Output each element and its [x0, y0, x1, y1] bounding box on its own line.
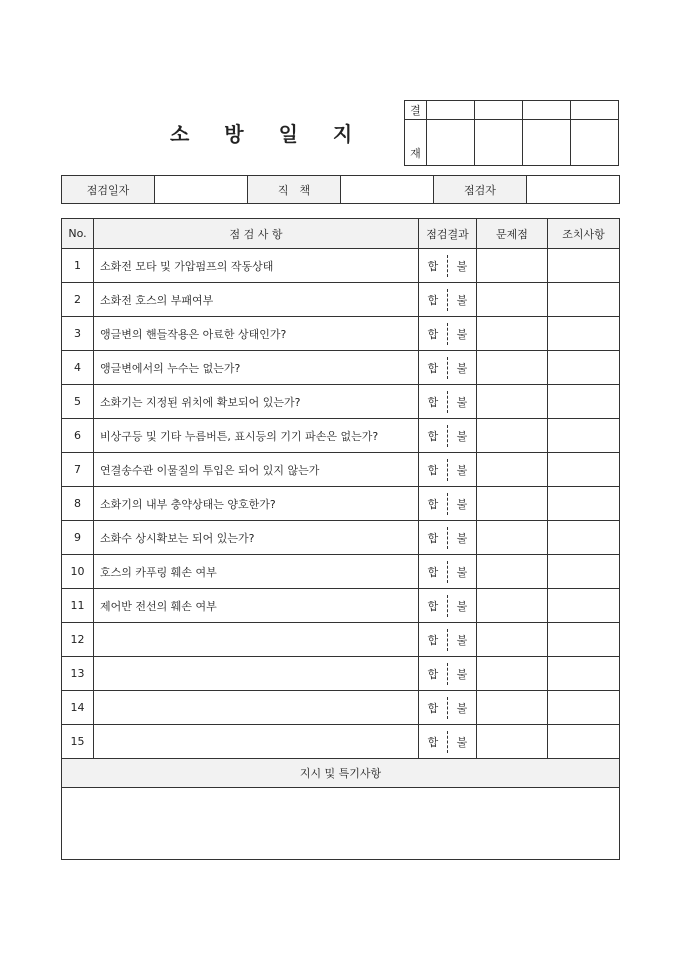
table-row	[62, 657, 620, 691]
row-result	[419, 521, 477, 555]
header-item: 점 검 사 항	[94, 219, 419, 249]
fail-option[interactable]: 불	[456, 667, 468, 681]
row-problem[interactable]	[477, 521, 548, 555]
pass-option[interactable]: 합	[419, 391, 448, 413]
row-item: 소화기의 내부 충약상태는 양호한가?	[94, 487, 419, 521]
inspector-field[interactable]	[527, 176, 620, 204]
approval-label-top: 결	[405, 101, 427, 120]
header-no: No.	[62, 219, 94, 249]
row-item: 호스의 카푸링 훼손 여부	[94, 555, 419, 589]
pass-option[interactable]: 합	[419, 255, 448, 277]
row-result	[419, 317, 477, 351]
info-table	[61, 175, 620, 204]
inspector-label: 점검자	[434, 176, 527, 204]
row-action[interactable]	[548, 385, 620, 419]
fail-option[interactable]: 불	[456, 395, 468, 409]
row-result	[419, 351, 477, 385]
fail-option[interactable]: 불	[456, 463, 468, 477]
fail-option[interactable]: 불	[456, 735, 468, 749]
approval-header-cell	[427, 101, 475, 120]
row-action[interactable]	[548, 453, 620, 487]
row-number: 9	[62, 521, 94, 555]
position-field[interactable]	[341, 176, 434, 204]
pass-option[interactable]: 합	[419, 323, 448, 345]
row-number: 10	[62, 555, 94, 589]
row-action[interactable]	[548, 419, 620, 453]
row-result	[419, 691, 477, 725]
position-label: 직 책	[248, 176, 341, 204]
pass-option[interactable]: 합	[419, 493, 448, 515]
row-item: 앵글변에서의 누수는 없는가?	[94, 351, 419, 385]
row-result	[419, 487, 477, 521]
row-number: 15	[62, 725, 94, 759]
row-problem[interactable]	[477, 351, 548, 385]
pass-option[interactable]: 합	[419, 527, 448, 549]
row-item: 소화수 상시확보는 되어 있는가?	[94, 521, 419, 555]
row-item: 연결송수관 이물질의 투입은 되어 있지 않는가	[94, 453, 419, 487]
notes-label: 지시 및 특기사항	[62, 759, 620, 788]
fail-option[interactable]: 불	[456, 429, 468, 443]
checklist-table	[61, 218, 620, 860]
row-problem[interactable]	[477, 589, 548, 623]
row-problem[interactable]	[477, 385, 548, 419]
table-row	[62, 589, 620, 623]
approval-header-cell	[523, 101, 571, 120]
pass-option[interactable]: 합	[419, 697, 448, 719]
row-item	[94, 657, 419, 691]
row-item	[94, 623, 419, 657]
page-title: 소 방 일 지	[170, 122, 367, 146]
row-action[interactable]	[548, 691, 620, 725]
table-row	[62, 725, 620, 759]
approval-header-cell	[571, 101, 619, 120]
header-problem: 문제점	[477, 219, 548, 249]
fail-option[interactable]: 불	[456, 497, 468, 511]
row-number: 12	[62, 623, 94, 657]
header-action: 조치사항	[548, 219, 620, 249]
row-result	[419, 419, 477, 453]
table-row	[62, 623, 620, 657]
pass-option[interactable]: 합	[419, 357, 448, 379]
row-item: 소화전 모타 및 가압펌프의 작동상태	[94, 249, 419, 283]
row-result	[419, 453, 477, 487]
approval-sign-cell[interactable]	[571, 120, 619, 166]
row-number: 3	[62, 317, 94, 351]
fail-option[interactable]: 불	[456, 361, 468, 375]
row-action[interactable]	[548, 317, 620, 351]
row-number: 14	[62, 691, 94, 725]
row-problem[interactable]	[477, 691, 548, 725]
row-action[interactable]	[548, 283, 620, 317]
fail-option[interactable]: 불	[456, 701, 468, 715]
row-action[interactable]	[548, 657, 620, 691]
row-item: 비상구등 및 기타 누름버튼, 표시등의 기기 파손은 없는가?	[94, 419, 419, 453]
row-action[interactable]	[548, 487, 620, 521]
table-row	[62, 691, 620, 725]
table-row	[62, 453, 620, 487]
pass-option[interactable]: 합	[419, 629, 448, 651]
fail-option[interactable]: 불	[456, 327, 468, 341]
row-result	[419, 555, 477, 589]
fail-option[interactable]: 불	[456, 531, 468, 545]
row-item: 제어반 전선의 훼손 여부	[94, 589, 419, 623]
pass-option[interactable]: 합	[419, 595, 448, 617]
table-row	[62, 283, 620, 317]
row-action[interactable]	[548, 351, 620, 385]
row-number: 4	[62, 351, 94, 385]
fail-option[interactable]: 불	[456, 633, 468, 647]
row-action[interactable]	[548, 249, 620, 283]
row-item: 소화기는 지정된 위치에 확보되어 있는가?	[94, 385, 419, 419]
row-problem[interactable]	[477, 453, 548, 487]
notes-field[interactable]	[62, 788, 620, 860]
row-action[interactable]	[548, 623, 620, 657]
table-row	[62, 419, 620, 453]
row-problem[interactable]	[477, 487, 548, 521]
row-result	[419, 623, 477, 657]
row-item: 앵글변의 핸들작용은 아료한 상태인가?	[94, 317, 419, 351]
table-row	[62, 521, 620, 555]
table-row	[62, 317, 620, 351]
row-number: 1	[62, 249, 94, 283]
pass-option[interactable]: 합	[419, 731, 448, 753]
row-result	[419, 385, 477, 419]
row-action[interactable]	[548, 589, 620, 623]
approval-header-cell	[475, 101, 523, 120]
row-problem[interactable]	[477, 657, 548, 691]
header-result: 점검결과	[419, 219, 477, 249]
row-result	[419, 657, 477, 691]
date-label: 점검일자	[62, 176, 155, 204]
table-row	[62, 249, 620, 283]
table-row	[62, 555, 620, 589]
date-field[interactable]	[155, 176, 248, 204]
pass-option[interactable]: 합	[419, 459, 448, 481]
row-result	[419, 249, 477, 283]
fail-option[interactable]: 불	[456, 599, 468, 613]
row-problem[interactable]	[477, 283, 548, 317]
row-result	[419, 725, 477, 759]
fail-option[interactable]: 불	[456, 293, 468, 307]
approval-label-bottom: 재	[405, 120, 427, 166]
row-item	[94, 691, 419, 725]
table-row	[62, 487, 620, 521]
row-action[interactable]	[548, 555, 620, 589]
row-number: 6	[62, 419, 94, 453]
row-action[interactable]	[548, 521, 620, 555]
approval-sign-cell[interactable]	[475, 120, 523, 166]
pass-option[interactable]: 합	[419, 663, 448, 685]
row-number: 13	[62, 657, 94, 691]
row-number: 8	[62, 487, 94, 521]
table-row	[62, 351, 620, 385]
fail-option[interactable]: 불	[456, 565, 468, 579]
row-problem[interactable]	[477, 725, 548, 759]
row-item	[94, 725, 419, 759]
pass-option[interactable]: 합	[419, 561, 448, 583]
approval-sign-cell[interactable]	[427, 120, 475, 166]
row-number: 5	[62, 385, 94, 419]
row-number: 2	[62, 283, 94, 317]
row-problem[interactable]	[477, 555, 548, 589]
table-row	[62, 385, 620, 419]
pass-option[interactable]: 합	[419, 289, 448, 311]
fail-option[interactable]: 불	[456, 259, 468, 273]
row-problem[interactable]	[477, 419, 548, 453]
row-result	[419, 283, 477, 317]
row-problem[interactable]	[477, 623, 548, 657]
pass-option[interactable]: 합	[419, 425, 448, 447]
row-number: 7	[62, 453, 94, 487]
row-problem[interactable]	[477, 317, 548, 351]
row-item: 소화전 호스의 부패여부	[94, 283, 419, 317]
approval-box	[404, 100, 619, 166]
approval-sign-cell[interactable]	[523, 120, 571, 166]
row-problem[interactable]	[477, 249, 548, 283]
row-action[interactable]	[548, 725, 620, 759]
row-result	[419, 589, 477, 623]
row-number: 11	[62, 589, 94, 623]
